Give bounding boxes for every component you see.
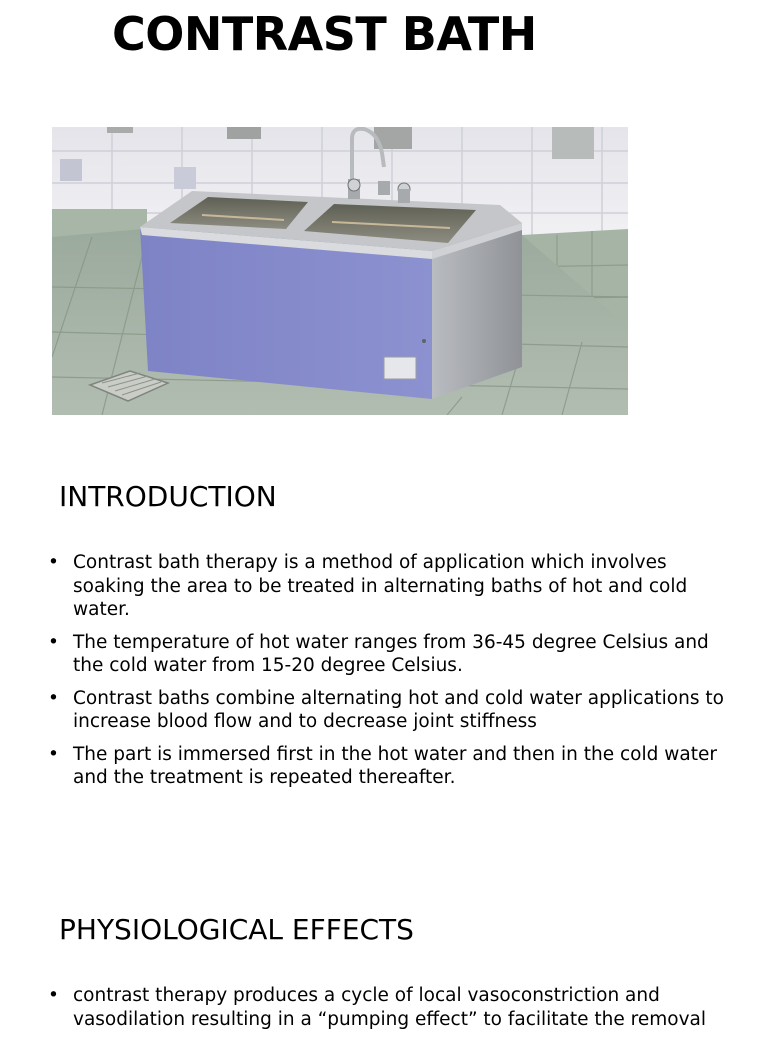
bullet-icon: • [48,631,59,653]
list-item: • The temperature of hot water ranges from 36-45 degree Celsius and the cold water from 15-20 degree Celsius. [48,631,709,676]
bullet-icon: • [48,985,59,1006]
list-item: • Contrast baths combine alternating hot and cold water applications to increase blood flow and to decrease joint stiffness [48,687,724,732]
list-item: • Contrast bath therapy is a method of application which involves soaking the area to be treated in alternating baths of hot and cold water. [48,552,688,620]
bullet-icon: • [48,743,59,765]
section-heading-introduction: INTRODUCTION [59,480,277,513]
list-item: • The part is immersed first in the hot water and then in the cold water and the treatment is repeated thereafter. [48,743,717,788]
list-item: • contrast therapy produces a cycle of local vasoconstriction and vasodilation resulting in a “pumping effect” to facilitate the removal [48,985,707,1030]
bullet-icon: • [48,552,59,573]
bullet-icon: • [48,687,59,709]
contrast-bath-photo [52,127,628,415]
physiological-effects-list [48,984,728,1040]
section-heading-physiological-effects: PHYSIOLOGICAL EFFECTS [59,913,414,946]
introduction-list [48,551,728,799]
page-title: CONTRAST BATH [112,7,537,61]
